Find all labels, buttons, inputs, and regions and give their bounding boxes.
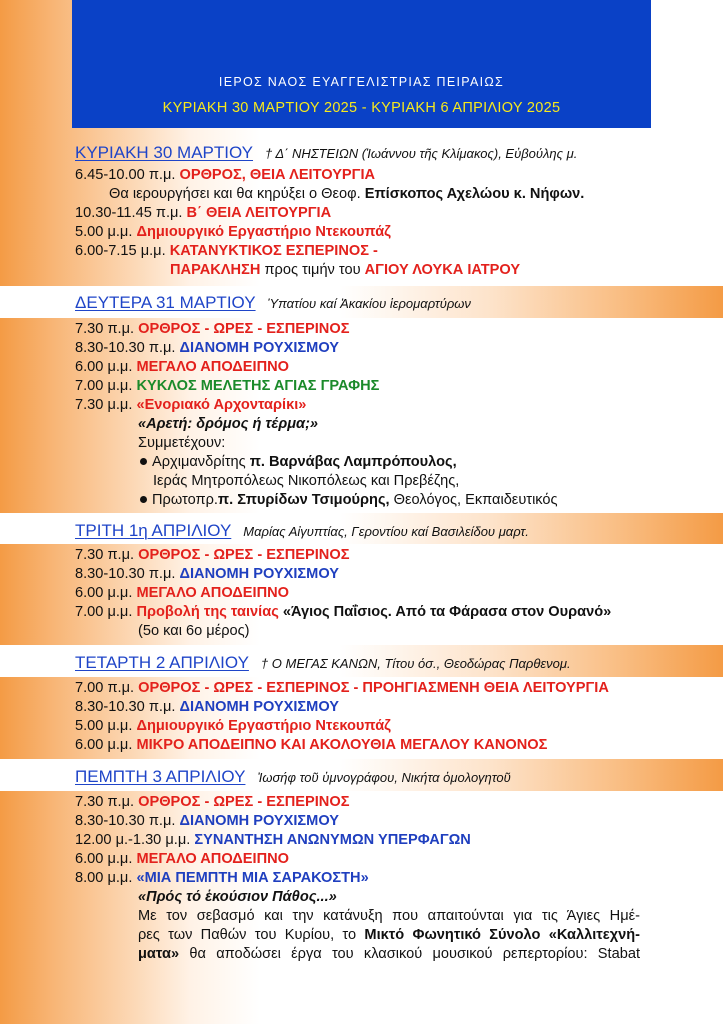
event-title: ΟΡΘΡΟΣ - ΩΡΕΣ - ΕΣΠΕΡΙΝΟΣ [138,547,350,563]
bullet-icon [140,496,147,503]
event-time: 7.00 π.μ. [75,680,135,696]
event-time: 8.30-10.30 π.μ. [75,813,176,829]
event-time: 7.00 μ.μ. [75,378,133,394]
date-range: ΚΥΡΙΑΚΗ 30 ΜΑΡΤΙΟΥ 2025 - ΚΥΡΙΑΚΗ 6 ΑΠΡΙΛΙΟΥ 2025 [162,100,561,116]
event-time: 8.30-10.30 π.μ. [75,699,176,715]
event-time: 6.00 μ.μ. [75,585,133,601]
schedule-line [75,242,715,261]
event-title: ΜΕΓΑΛΟ ΑΠΟΔΕΙΠΝΟ [136,585,290,601]
event-time: 5.00 μ.μ. [75,718,133,734]
event-title: ΟΡΘΡΟΣ - ΩΡΕΣ - ΕΣΠΕΡΙΝΟΣ - ΠΡΟΗΓΙΑΣΜΕΝΗ ΘΕΙΑ ΛΕΙΤΟΥΡΓΙΑ [138,680,609,696]
schedule-line [75,223,715,242]
feast-text: Μαρίας Αἰγυπτίας, Γεροντίου καί Βασιλείδου μαρτ. [243,524,529,539]
schedule-line [75,698,715,717]
event-time: 7.30 μ.μ. [75,397,133,413]
participant-item [75,453,715,472]
event-title: ΑΓΙΟΥ ΛΟΥΚΑ ΙΑΤΡΟΥ [364,262,521,278]
event-title: Προβολή της ταινίας [136,604,279,620]
day-schedule [75,320,715,510]
event-title: ΜΕΓΑΛΟ ΑΠΟΔΕΙΠΝΟ [136,851,290,867]
bullet-icon [140,458,147,465]
event-time: 8.30-10.30 π.μ. [75,566,176,582]
event-title: ΚΑΤΑΝΥΚΤΙΚΟΣ ΕΣΠΕΡΙΝΟΣ - [169,243,378,259]
event-time: 6.00-7.15 μ.μ. [75,243,166,259]
schedule-line [75,320,715,339]
event-time: 10.30-11.45 π.μ. [75,205,183,221]
event-title: ΚΥΚΛΟΣ ΜΕΛΕΤΗΣ ΑΓΙΑΣ ΓΡΑΦΗΣ [136,378,380,394]
schedule-line [75,166,715,185]
day-title: ΚΥΡΙΑΚΗ 30 ΜΑΡΤΙΟΥ [75,143,254,162]
day-title: ΤΕΤΑΡΤΗ 2 ΑΠΡΙΛΙΟΥ [75,653,249,672]
schedule-note [75,434,715,453]
feast-text: Ἰωσήφ τοῦ ὑμνογράφου, Νικήτα ὁμολογητοῦ [257,770,511,785]
note-text: Αρχιμανδρίτης [152,454,246,470]
participant-item [75,491,715,510]
day-title: ΔΕΥΤΕΡΑ 31 ΜΑΡΤΙΟΥ [75,293,256,312]
schedule-note [75,185,715,204]
day-header [75,139,577,166]
day-schedule [75,166,715,280]
event-title: ΠΑΡΑΚΛΗΣΗ [170,262,261,278]
note-text: (5ο και 6ο μέρος) [138,623,250,639]
title-banner [72,0,651,128]
event-time: 12.00 μ.-1.30 μ.μ. [75,832,191,848]
event-time: 7.30 π.μ. [75,321,135,337]
note-text: Συμμετέχουν: [138,435,226,451]
event-title: Β΄ ΘΕΙΑ ΛΕΙΤΟΥΡΓΙΑ [186,205,332,221]
event-time: 7.00 μ.μ. [75,604,133,620]
feast-text: † Δ΄ ΝΗΣΤΕΙΩΝ (Ἰωάννου τῆς Κλίμακος), Εὐβούλης μ. [265,146,578,161]
event-time: 6.00 μ.μ. [75,851,133,867]
event-title: ΟΡΘΡΟΣ, ΘΕΙΑ ΛΕΙΤΟΥΡΓΙΑ [179,167,376,183]
schedule-line [75,546,715,565]
note-text: ρες των Παθών του Κυρίου, το [138,927,357,943]
description-line [138,907,640,926]
schedule-note [75,261,715,280]
schedule-line [75,812,715,831]
schedule-line [75,358,715,377]
event-title: «Ενοριακό Αρχονταρίκι» [136,397,307,413]
schedule-line [75,377,715,396]
schedule-line [75,869,715,888]
event-time: 6.00 μ.μ. [75,737,133,753]
schedule-line [75,584,715,603]
participant-name: π. Βαρνάβας Λαμπρόπουλος, [249,454,457,470]
bold-text: ματα» [138,946,180,962]
event-subtitle: «Αρετή: δρόμος ή τέρμα;» [138,416,319,432]
day-schedule [75,546,715,641]
schedule-line [75,204,715,223]
description-line [138,926,640,945]
event-time: 7.30 π.μ. [75,794,135,810]
day-header [75,517,529,544]
event-title: ΜΙΚΡΟ ΑΠΟΔΕΙΠΝΟ ΚΑΙ ΑΚΟΛΟΥΘΙΑ ΜΕΓΑΛΟΥ ΚΑΝΟΝΟΣ [136,737,548,753]
church-name: ΙΕΡΟΣ ΝΑΟΣ ΕΥΑΓΓΕΛΙΣΤΡΙΑΣ ΠΕΙΡΑΙΩΣ [218,75,505,89]
feast-text: Ὑπατίου καί Ἀκακίου ἱερομαρτύρων [267,296,471,311]
schedule-line [75,793,715,812]
event-time: 8.30-10.30 π.μ. [75,340,176,356]
event-title: ΔΙΑΝΟΜΗ ΡΟΥΧΙΣΜΟΥ [179,566,340,582]
schedule-line [75,831,715,850]
schedule-line [75,736,715,755]
event-title: ΟΡΘΡΟΣ - ΩΡΕΣ - ΕΣΠΕΡΙΝΟΣ [138,321,350,337]
schedule-line [75,679,715,698]
event-title: ΟΡΘΡΟΣ - ΩΡΕΣ - ΕΣΠΕΡΙΝΟΣ [138,794,350,810]
day-header [75,649,571,676]
note-text: Πρωτοπρ. [152,492,218,508]
event-time: 7.30 π.μ. [75,547,135,563]
day-title: ΠΕΜΠΤΗ 3 ΑΠΡΙΛΙΟΥ [75,767,246,786]
schedule-note [75,622,715,641]
event-title: ΔΙΑΝΟΜΗ ΡΟΥΧΙΣΜΟΥ [179,813,340,829]
note-text: Θα ιερουργήσει και θα κηρύξει ο Θεοφ. [109,186,361,202]
note-text: Με τον σεβασμό και την κατάνυξη που απαιτούνται για τις Άγιες Ημέ- [138,908,640,924]
event-title: ΜΕΓΑΛΟ ΑΠΟΔΕΙΠΝΟ [136,359,290,375]
event-title: ΔΙΑΝΟΜΗ ΡΟΥΧΙΣΜΟΥ [179,699,340,715]
event-time: 5.00 μ.μ. [75,224,133,240]
event-title: Δημιουργικό Εργαστήριο Ντεκουπάζ [136,718,391,734]
day-schedule [75,679,715,755]
event-time: 8.00 μ.μ. [75,870,133,886]
event-subtitle: «Πρός τό ἑκούσιον Πάθος...» [138,889,337,905]
event-title: «ΜΙΑ ΠΕΜΠΤΗ ΜΙΑ ΣΑΡΑΚΟΣΤΗ» [136,870,369,886]
schedule-note [75,472,715,491]
film-title: «Άγιος Παΐσιος. Από τα Φάρασα στον Ουρανό» [282,604,612,620]
day-header [75,289,471,316]
bold-text: Επίσκοπος Αχελώου κ. Νήφων. [364,186,585,202]
event-subtitle-line [75,415,715,434]
day-title: ΤΡΙΤΗ 1η ΑΠΡΙΛΙΟΥ [75,521,232,540]
schedule-line [75,339,715,358]
schedule-line [75,717,715,736]
event-subtitle-line [75,888,715,907]
participant-name: π. Σπυρίδων Τσιμούρης, [217,492,390,508]
event-title: ΔΙΑΝΟΜΗ ΡΟΥΧΙΣΜΟΥ [179,340,340,356]
note-text: προς τιμήν του [264,262,361,278]
note-text: θα αποδώσει έργα του κλασικού μουσικού ρεπερτορίου: Stabat [189,946,641,962]
event-title: Δημιουργικό Εργαστήριο Ντεκουπάζ [136,224,391,240]
event-time: 6.45-10.00 π.μ. [75,167,176,183]
description-line [138,945,640,964]
note-text: Θεολόγος, Εκπαιδευτικός [393,492,558,508]
schedule-line [75,565,715,584]
schedule-line [75,603,715,622]
schedule-line [75,850,715,869]
event-title: ΣΥΝΑΝΤΗΣΗ ΑΝΩΝΥΜΩΝ ΥΠΕΡΦΑΓΩΝ [194,832,471,848]
day-header [75,763,511,790]
bold-text: Μικτό Φωνητικό Σύνολο «Καλλιτεχνή- [364,927,641,943]
note-text: Ιεράς Μητροπόλεως Νικοπόλεως και Πρεβέζης, [153,473,460,489]
day-schedule [75,793,715,964]
feast-text: † Ο ΜΕΓΑΣ ΚΑΝΩΝ, Τίτου όσ., Θεοδώρας Παρθενομ. [260,656,571,671]
schedule-line [75,396,715,415]
event-time: 6.00 μ.μ. [75,359,133,375]
